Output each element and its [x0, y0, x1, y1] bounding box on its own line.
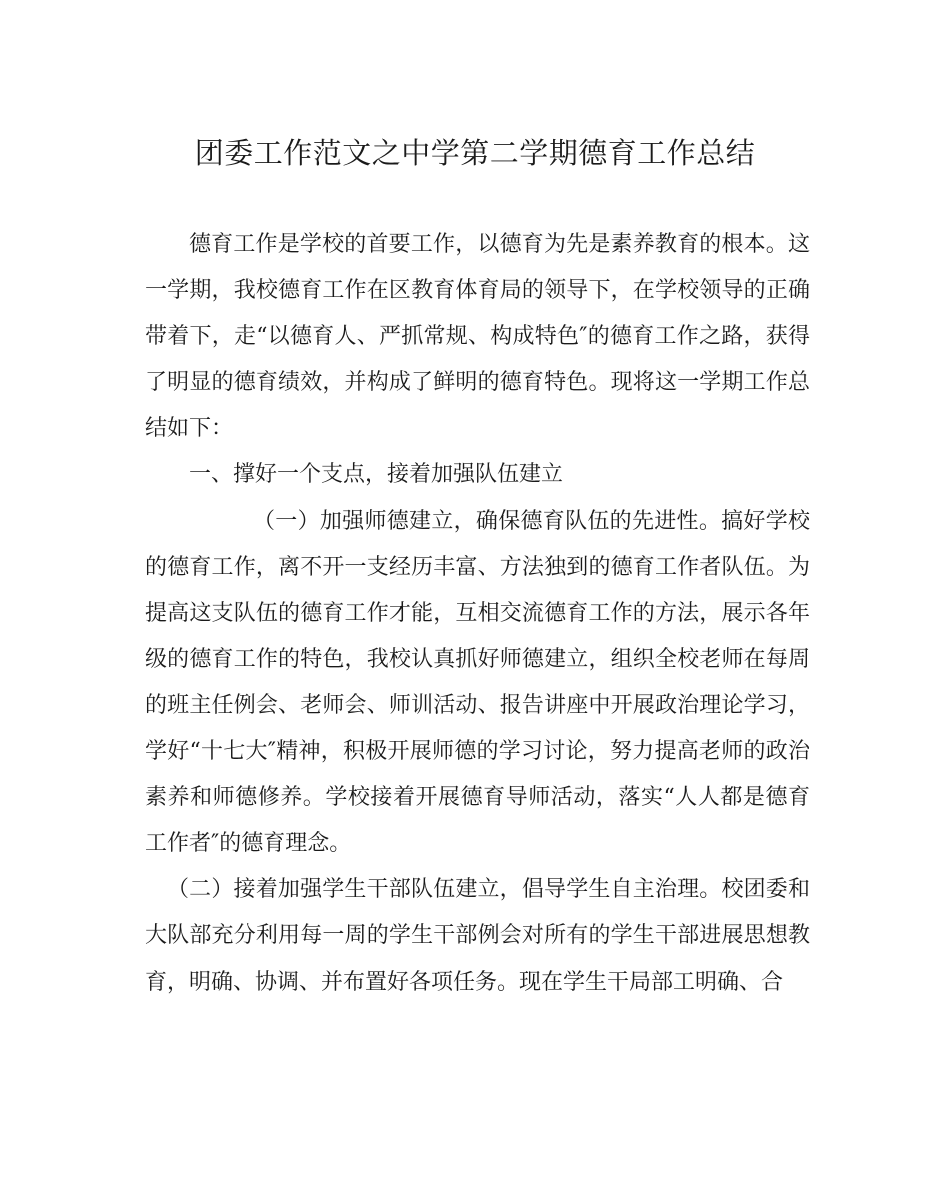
- section-heading-1: 一、撑好一个支点，接着加强队伍建立: [189, 462, 564, 488]
- document-body: [145, 222, 810, 1006]
- paragraph-student-cadres: （二）接着加强学生干部队伍建立，倡导学生自主治理。校团委和大队部充分利用每一周的学生干部例会对所有的学生干部进展思想教育，明确、协调、并布置好各项任务。现在学生干局部工明确、合: [145, 877, 810, 995]
- paragraph-teacher-ethics: （一）加强师德建立，确保德育队伍的先进性。搞好学校的德育工作，离不开一支经历丰富、方法独到的德育工作者队伍。为提高这支队伍的德育工作才能，互相交流德育工作的方法，展示各年级的德育工作的特色，我校认真抓好师德建立，组织全校老师在每周的班主任例会、老师会、师训活动、报告讲座中开展政治理论学习，学好“十七大″精神，积极开展师德的学习讨论，努力提高老师的政治素养和师德修养。学校接着开展德育导师活动，落实“人人都是德育工作者″的德育理念。: [145, 508, 810, 857]
- document-title: 团委工作范文之中学第二学期德育工作总结: [194, 136, 756, 170]
- paragraph-intro: 德育工作是学校的首要工作，以德育为先是素养教育的根本。这一学期，我校德育工作在区教育体育局的领导下，在学校领导的正确带着下，走“以德育人、严抓常规、构成特色″的德育工作之路，获得了明显的德育绩效，并构成了鲜明的德育特色。现将这一学期工作总结如下：: [145, 232, 810, 442]
